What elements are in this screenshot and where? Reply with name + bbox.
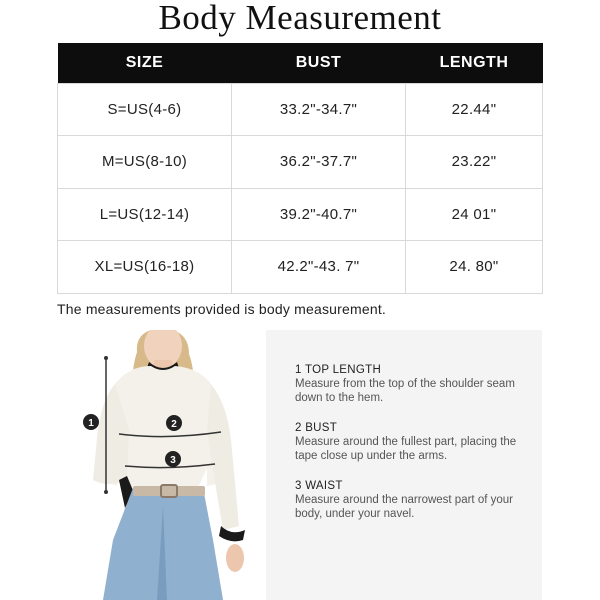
step-description: Measure around the narrowest part of your body, under your navel. [295,494,513,520]
size-cell: XL=US(16-18) [58,241,232,294]
model-illustration [57,330,265,600]
table-row [58,136,543,189]
step-description: Measure from the top of the shoulder seam down to the hem. [295,378,515,404]
belt-shape [133,486,205,496]
length-cell: 23.22" [406,136,543,189]
size-chart-table [57,43,543,294]
bust-cell: 33.2"-34.7" [232,83,406,136]
measuring-guide-panel [266,330,542,600]
bust-cell: 36.2"-37.7" [232,136,406,189]
marker-3-label: 3 [170,455,176,466]
size-cell: M=US(8-10) [58,136,232,189]
bust-cell: 39.2"-40.7" [232,188,406,241]
step-top-length [295,363,520,405]
step-bust [295,421,520,463]
length-cell: 22.44" [406,83,543,136]
length-guide-bottom-dot [104,490,108,494]
header-length: LENGTH [406,43,543,83]
length-guide-top-dot [104,356,108,360]
measurement-note: The measurements provided is body measurement. [57,301,387,317]
bust-cell: 42.2"-43. 7" [232,241,406,294]
size-cell: L=US(12-14) [58,188,232,241]
step-heading: 3 WAIST [295,480,343,492]
step-heading: 1 TOP LENGTH [295,364,382,376]
page-title: Body Measurement [158,0,442,37]
header-size: SIZE [58,43,232,83]
step-description: Measure around the fullest part, placing the tape close up under the arms. [295,436,517,462]
table-header-row [58,43,543,83]
step-waist [295,479,520,521]
table-row [58,83,543,136]
length-cell: 24 01" [406,188,543,241]
table-row [58,241,543,294]
model-figure-svg [57,330,265,600]
table-row [58,188,543,241]
marker-1-label: 1 [88,418,94,429]
marker-2-label: 2 [171,419,177,430]
length-cell: 24. 80" [406,241,543,294]
step-heading: 2 BUST [295,422,338,434]
right-cuff [219,526,245,541]
header-bust: BUST [232,43,406,83]
size-cell: S=US(4-6) [58,83,232,136]
right-hand [226,544,244,572]
right-sleeve [207,384,239,530]
